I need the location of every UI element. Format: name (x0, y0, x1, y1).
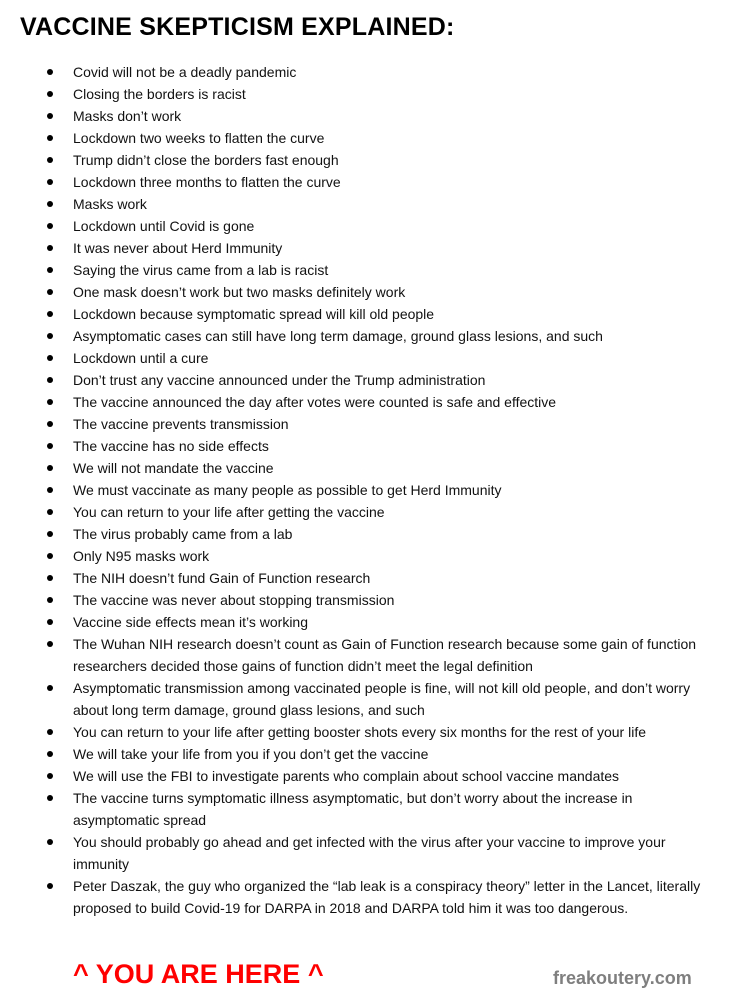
list-item (0, 567, 745, 589)
list-item (0, 281, 745, 303)
list-item-text: The Wuhan NIH research doesn’t count as Gain of Function research because some gain of function researchers decided those gains of function didn’t meet the legal definition (73, 636, 697, 674)
list-item-text: The vaccine was never about stopping transmission (73, 592, 395, 608)
list-item (0, 633, 745, 677)
list-item (0, 347, 745, 369)
bullet-icon (47, 223, 53, 229)
list-item (0, 61, 745, 83)
list-item-text: Asymptomatic transmission among vaccinated people is fine, will not kill old people, and don’t worry about long term damage, ground glass lesions, and such (73, 680, 691, 718)
site-watermark: freakoutery.com (553, 968, 692, 988)
list-item (0, 743, 745, 765)
bullet-icon (47, 729, 53, 735)
list-item (0, 369, 745, 391)
list-item-text: Only N95 masks work (73, 548, 210, 564)
list-item (0, 303, 745, 325)
list-item-text: Lockdown until Covid is gone (73, 218, 255, 234)
list-item-text: Lockdown until a cure (73, 350, 209, 366)
bullet-icon (47, 641, 53, 647)
bullet-icon (47, 69, 53, 75)
list-item (0, 105, 745, 127)
bullet-icon (47, 289, 53, 295)
list-item (0, 171, 745, 193)
list-item (0, 677, 745, 721)
bullet-icon (47, 443, 53, 449)
list-item (0, 215, 745, 237)
page-title: VACCINE SKEPTICISM EXPLAINED: (20, 13, 455, 41)
list-item-text: Lockdown because symptomatic spread will kill old people (73, 306, 435, 322)
you-are-here-label: ^ YOU ARE HERE ^ (73, 959, 324, 989)
list-item-text: Closing the borders is racist (73, 86, 246, 102)
list-item-text: You can return to your life after getting booster shots every six months for the rest of your life (73, 724, 646, 740)
bullet-icon (47, 553, 53, 559)
list-item (0, 479, 745, 501)
bullet-icon (47, 509, 53, 515)
bullet-icon (47, 399, 53, 405)
list-item (0, 501, 745, 523)
list-item (0, 435, 745, 457)
bullet-icon (47, 575, 53, 581)
list-item-text: You should probably go ahead and get infected with the virus after your vaccine to improve your immunity (73, 834, 666, 872)
list-item-text: Don’t trust any vaccine announced under the Trump administration (73, 372, 486, 388)
list-item-text: The virus probably came from a lab (73, 526, 293, 542)
bullet-icon (47, 245, 53, 251)
list-item (0, 237, 745, 259)
bullet-icon (47, 179, 53, 185)
list-item-text: The NIH doesn’t fund Gain of Function research (73, 570, 371, 586)
list-item-text: Peter Daszak, the guy who organized the “lab leak is a conspiracy theory” letter in the Lancet, literally proposed to build Covid-19 for DARPA in 2018 and DARPA told him it was too dangerous. (73, 878, 701, 916)
bullet-icon (47, 201, 53, 207)
list-item (0, 765, 745, 787)
list-item-text: The vaccine has no side effects (73, 438, 269, 454)
bullet-icon (47, 619, 53, 625)
bullet-icon (47, 333, 53, 339)
list-item (0, 259, 745, 281)
bullet-icon (47, 883, 53, 889)
list-item (0, 721, 745, 743)
list-item (0, 545, 745, 567)
list-item (0, 523, 745, 545)
list-item (0, 831, 745, 875)
list-item (0, 611, 745, 633)
list-item-text: One mask doesn’t work but two masks definitely work (73, 284, 406, 300)
list-item (0, 391, 745, 413)
list-item-text: Lockdown three months to flatten the curve (73, 174, 341, 190)
list-item-text: Covid will not be a deadly pandemic (73, 64, 297, 80)
bullet-icon (47, 487, 53, 493)
list-item-text: We must vaccinate as many people as possible to get Herd Immunity (73, 482, 502, 498)
bullet-icon (47, 685, 53, 691)
list-item-text: Masks don’t work (73, 108, 182, 124)
list-item-text: Asymptomatic cases can still have long term damage, ground glass lesions, and such (73, 328, 603, 344)
list-item-text: The vaccine turns symptomatic illness asymptomatic, but don’t worry about the increase in asymptomatic spread (73, 790, 633, 828)
list-item-text: You can return to your life after getting the vaccine (73, 504, 385, 520)
claims-list (0, 61, 745, 919)
list-item (0, 149, 745, 171)
bullet-icon (47, 773, 53, 779)
bullet-icon (47, 157, 53, 163)
bullet-icon (47, 839, 53, 845)
list-item-text: Vaccine side effects mean it’s working (73, 614, 309, 630)
bullet-icon (47, 91, 53, 97)
bullet-icon (47, 597, 53, 603)
bullet-icon (47, 113, 53, 119)
list-item-text: We will use the FBI to investigate parents who complain about school vaccine mandates (73, 768, 620, 784)
list-item (0, 127, 745, 149)
list-item (0, 413, 745, 435)
list-item-text: The vaccine announced the day after votes were counted is safe and effective (73, 394, 557, 410)
bullet-icon (47, 531, 53, 537)
bullet-icon (47, 465, 53, 471)
list-item (0, 193, 745, 215)
bullet-icon (47, 421, 53, 427)
bullet-icon (47, 377, 53, 383)
list-item-text: Lockdown two weeks to flatten the curve (73, 130, 325, 146)
list-item-text: Trump didn’t close the borders fast enough (73, 152, 339, 168)
bullet-icon (47, 311, 53, 317)
list-item (0, 787, 745, 831)
list-item (0, 875, 745, 919)
list-item-text: We will take your life from you if you don’t get the vaccine (73, 746, 429, 762)
list-item (0, 83, 745, 105)
list-item (0, 589, 745, 611)
list-item-text: We will not mandate the vaccine (73, 460, 274, 476)
list-item-text: Saying the virus came from a lab is racist (73, 262, 329, 278)
list-item-text: The vaccine prevents transmission (73, 416, 289, 432)
bullet-icon (47, 135, 53, 141)
bullet-icon (47, 267, 53, 273)
list-item-text: It was never about Herd Immunity (73, 240, 283, 256)
bullet-icon (47, 751, 53, 757)
bullet-icon (47, 355, 53, 361)
bullet-icon (47, 795, 53, 801)
list-item (0, 457, 745, 479)
list-item (0, 325, 745, 347)
list-item-text: Masks work (73, 196, 147, 212)
